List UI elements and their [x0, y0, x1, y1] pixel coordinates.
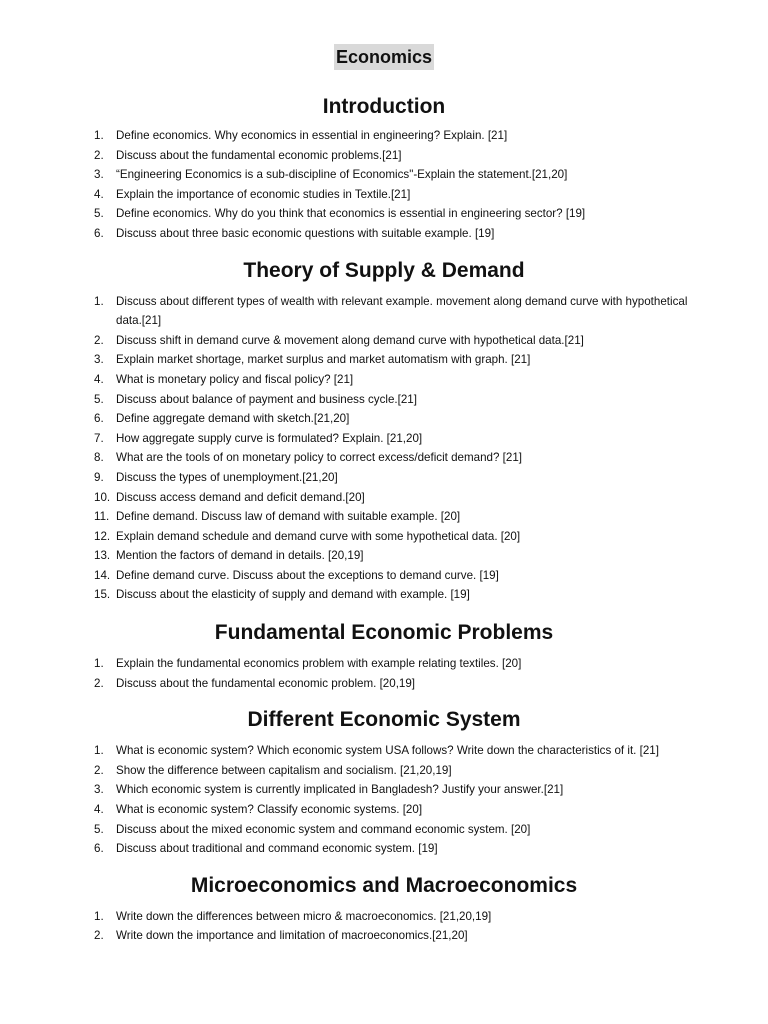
list-item	[94, 146, 694, 166]
list-item	[94, 507, 694, 527]
item-text: Discuss about three basic economic questions with suitable example. [19]	[116, 226, 495, 240]
item-number: 3.	[94, 168, 104, 182]
document-title-wrap	[0, 44, 768, 74]
item-text: Define aggregate demand with sketch.[21,20]	[116, 412, 350, 426]
item-number: 11.	[94, 510, 110, 524]
question-list	[94, 654, 694, 693]
item-text: Discuss about the fundamental economic problems.[21]	[116, 148, 402, 162]
item-text: Discuss access demand and deficit demand.[20]	[116, 490, 365, 504]
item-number: 4.	[94, 372, 104, 386]
item-text: What is monetary policy and fiscal policy? [21]	[116, 372, 354, 386]
item-number: 1.	[94, 744, 104, 758]
list-item	[94, 566, 694, 586]
item-number: 1.	[94, 294, 104, 308]
item-text: Discuss about balance of payment and business cycle.[21]	[116, 392, 417, 406]
list-item	[94, 654, 694, 674]
item-text: Discuss about traditional and command economic system. [19]	[116, 842, 438, 856]
item-text: Which economic system is currently implicated in Bangladesh? Justify your answer.[21]	[116, 783, 564, 797]
item-text: Mention the factors of demand in details. [20,19]	[116, 549, 364, 563]
list-item	[94, 370, 694, 390]
item-text: What is economic system? Classify economic systems. [20]	[116, 803, 423, 817]
item-number: 4.	[94, 803, 104, 817]
section-economic-system	[0, 706, 768, 859]
item-text: Explain the importance of economic studies in Textile.[21]	[116, 187, 411, 201]
section-supply-demand	[0, 257, 768, 606]
item-text: Define demand. Discuss law of demand with suitable example. [20]	[116, 510, 461, 524]
item-number: 4.	[94, 187, 104, 201]
item-text: Define economics. Why economics in essential in engineering? Explain. [21]	[116, 129, 508, 142]
section-heading: Microeconomics and Macroeconomics	[190, 873, 578, 897]
item-number: 10.	[94, 490, 111, 504]
list-item	[94, 204, 694, 224]
item-number: 2.	[94, 929, 104, 943]
list-item	[94, 488, 694, 508]
list-item	[94, 585, 694, 605]
item-number: 1.	[94, 129, 104, 142]
item-number: 3.	[94, 783, 104, 797]
item-text: What are the tools of on monetary policy to correct excess/deficit demand? [21]	[116, 451, 522, 465]
item-number: 13.	[94, 549, 111, 563]
item-text: Discuss shift in demand curve & movement along demand curve with hypothetical data.[21]	[116, 333, 584, 347]
list-item	[94, 350, 694, 370]
list-item	[94, 527, 694, 547]
list-item	[94, 468, 694, 488]
list-item	[94, 820, 694, 840]
list-item	[94, 448, 694, 468]
list-item	[94, 780, 694, 800]
item-number: 5.	[94, 392, 104, 406]
item-text: Show the difference between capitalism and socialism. [21,20,19]	[116, 763, 452, 777]
item-text: Explain market shortage, market surplus and market automatism with graph. [21]	[116, 353, 531, 367]
item-text: Explain the fundamental economics problem with example relating textiles. [20]	[116, 657, 522, 671]
list-item	[94, 292, 694, 331]
document-title: Economics	[334, 44, 434, 70]
item-number: 2.	[94, 333, 104, 347]
item-number: 5.	[94, 822, 104, 836]
question-list	[94, 741, 694, 859]
item-text: Write down the differences between micro & macroeconomics. [21,20,19]	[116, 909, 492, 923]
list-item	[94, 546, 694, 566]
item-number: 8.	[94, 451, 104, 465]
list-item	[94, 331, 694, 351]
item-number: 9.	[94, 470, 104, 484]
section-heading: Different Economic System	[247, 708, 521, 732]
item-text: Discuss the types of unemployment.[21,20]	[116, 470, 338, 484]
item-text: Discuss about the fundamental economic problem. [20,19]	[116, 676, 416, 690]
list-item	[94, 800, 694, 820]
item-number: 3.	[94, 353, 104, 367]
item-number: 2.	[94, 148, 104, 162]
section-heading: Fundamental Economic Problems	[214, 621, 554, 645]
list-item	[94, 224, 694, 244]
section-heading: Theory of Supply & Demand	[243, 258, 525, 282]
list-item	[94, 409, 694, 429]
item-number: 1.	[94, 909, 104, 923]
item-text: What is economic system? Which economic system USA follows? Write down the characteristics of it. [21]	[116, 744, 659, 758]
list-item	[94, 185, 694, 205]
question-list	[94, 907, 694, 946]
item-text: How aggregate supply curve is formulated? Explain. [21,20]	[116, 431, 423, 445]
section-fundamental-problems	[0, 619, 768, 693]
item-text: “Engineering Economics is a sub-discipline of Economics"-Explain the statement.[21,20]	[116, 168, 568, 182]
list-item	[94, 741, 694, 761]
list-item	[94, 165, 694, 185]
item-number: 14.	[94, 568, 111, 582]
item-number: 6.	[94, 226, 104, 240]
item-text: Define demand curve. Discuss about the exceptions to demand curve. [19]	[116, 568, 499, 582]
item-text: Discuss about the elasticity of supply and demand with example. [19]	[116, 588, 470, 602]
list-item	[94, 390, 694, 410]
question-list	[94, 126, 694, 244]
item-text: Discuss about the mixed economic system and command economic system. [20]	[116, 822, 531, 836]
section-heading: Introduction	[322, 95, 446, 118]
item-number: 6.	[94, 842, 104, 856]
item-number: 12.	[94, 529, 111, 543]
item-number: 2.	[94, 676, 104, 690]
item-number: 5.	[94, 207, 104, 221]
question-list	[94, 292, 694, 606]
list-item	[94, 761, 694, 781]
list-item	[94, 429, 694, 449]
item-text: Explain demand schedule and demand curve with some hypothetical data. [20]	[116, 529, 521, 543]
section-micro-macro	[0, 872, 768, 946]
item-text: Discuss about different types of wealth with relevant example. movement along demand curve with hypothetical data.[21]	[116, 294, 688, 328]
list-item	[94, 907, 694, 927]
section-introduction	[0, 93, 768, 244]
list-item	[94, 126, 694, 146]
item-text: Define economics. Why do you think that economics is essential in engineering sector? [19]	[116, 207, 586, 221]
list-item	[94, 926, 694, 946]
item-number: 1.	[94, 657, 104, 671]
item-text: Write down the importance and limitation of macroeconomics.[21,20]	[116, 929, 468, 943]
item-number: 2.	[94, 763, 104, 777]
list-item	[94, 674, 694, 694]
item-number: 7.	[94, 431, 104, 445]
item-number: 6.	[94, 412, 104, 426]
list-item	[94, 839, 694, 859]
item-number: 15.	[94, 588, 111, 602]
